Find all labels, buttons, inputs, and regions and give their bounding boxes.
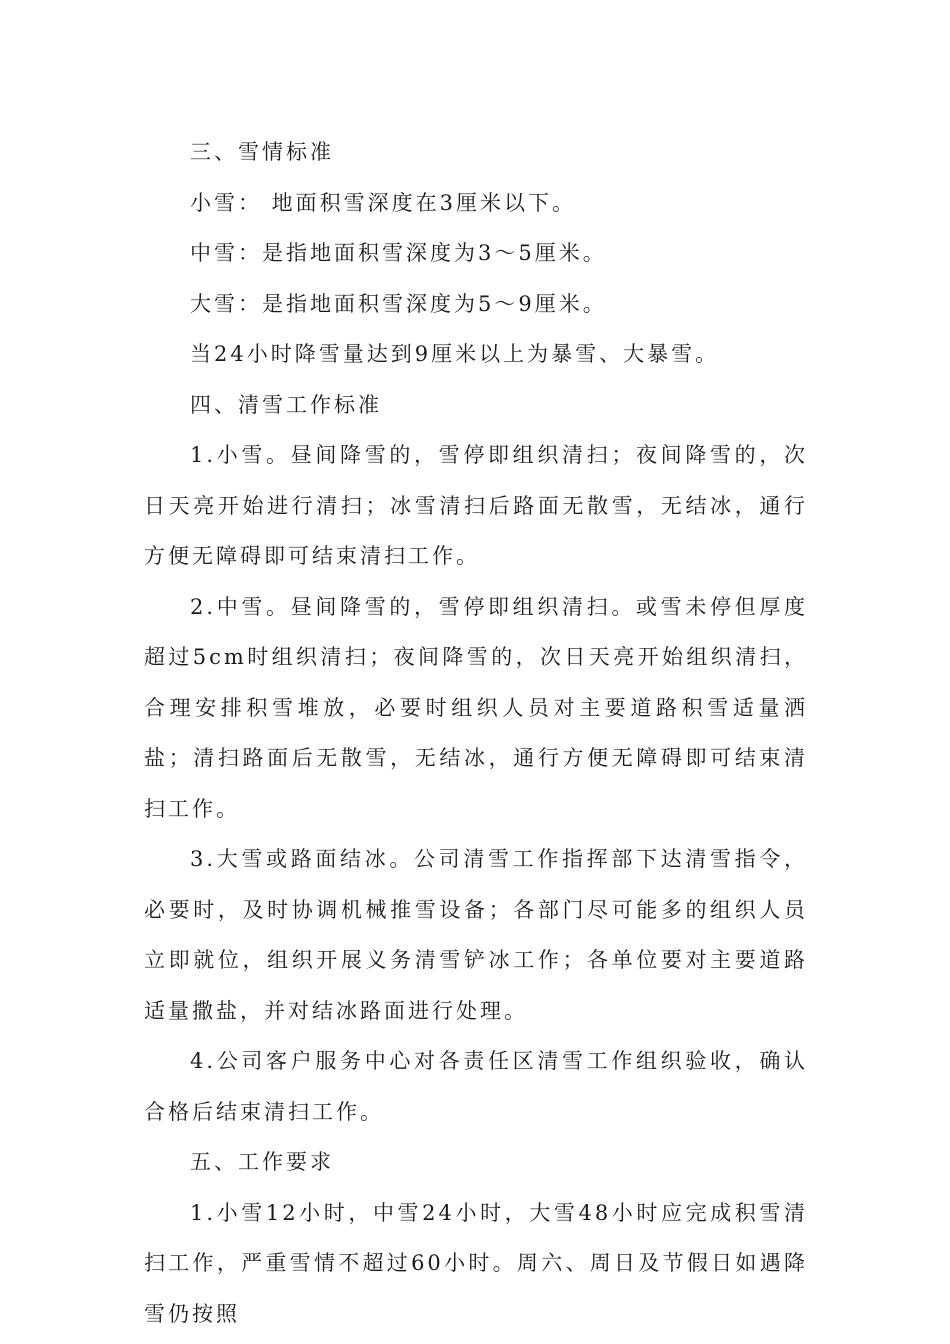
paragraph-clearing-light-snow: 1.小雪。昼间降雪的，雪停即组织清扫；夜间降雪的，次日天亮开始进行清扫；冰雪清扫后路面无散雪，无结冰，通行方便无障碍即可结束清扫工作。 [144,443,808,568]
section-heading-snow-standards: 三、雪情标准 [190,140,334,164]
paragraph-clearing-heavy-snow: 3.大雪或路面结冰。公司清雪工作指挥部下达清雪指令，必要时，及时协调机械推雪设备；各部门尽可能多的组织人员立即就位，组织开展义务清雪铲冰工作；各单位要对主要道路适量撒盐，并对结冰路面进行处理。 [144,847,808,1023]
paragraph-blizzard: 当24小时降雪量达到9厘米以上为暴雪、大暴雪。 [190,342,720,366]
paragraph-light-snow: 小雪： 地面积雪深度在3厘米以下。 [190,190,577,215]
paragraph-clearing-moderate-snow: 2.中雪。昼间降雪的，雪停即组织清扫。或雪未停但厚度超过5cm时组织清扫；夜间降雪的，次日天亮开始组织清扫，合理安排积雪堆放，必要时组织人员对主要道路积雪适量洒盐；清扫路面后无散雪，无结冰，通行方便无障碍即可结束清扫工作。 [144,594,808,821]
paragraph-acceptance: 4.公司客户服务中心对各责任区清雪工作组织验收，确认合格后结束清扫工作。 [144,1049,808,1124]
paragraph-moderate-snow: 中雪：是指地面积雪深度为3～5厘米。 [190,241,607,265]
paragraph-heavy-snow: 大雪：是指地面积雪深度为5～9厘米。 [190,291,607,316]
section-heading-work-requirements: 五、工作要求 [190,1150,334,1174]
document-body [144,127,808,1339]
section-heading-clearing-standards: 四、清雪工作标准 [190,392,382,417]
paragraph-time-requirements: 1.小雪12小时，中雪24小时，大雪48小时应完成积雪清扫工作，严重雪情不超过60小时。周六、周日及节假日如遇降雪仍按照 [144,1200,808,1326]
